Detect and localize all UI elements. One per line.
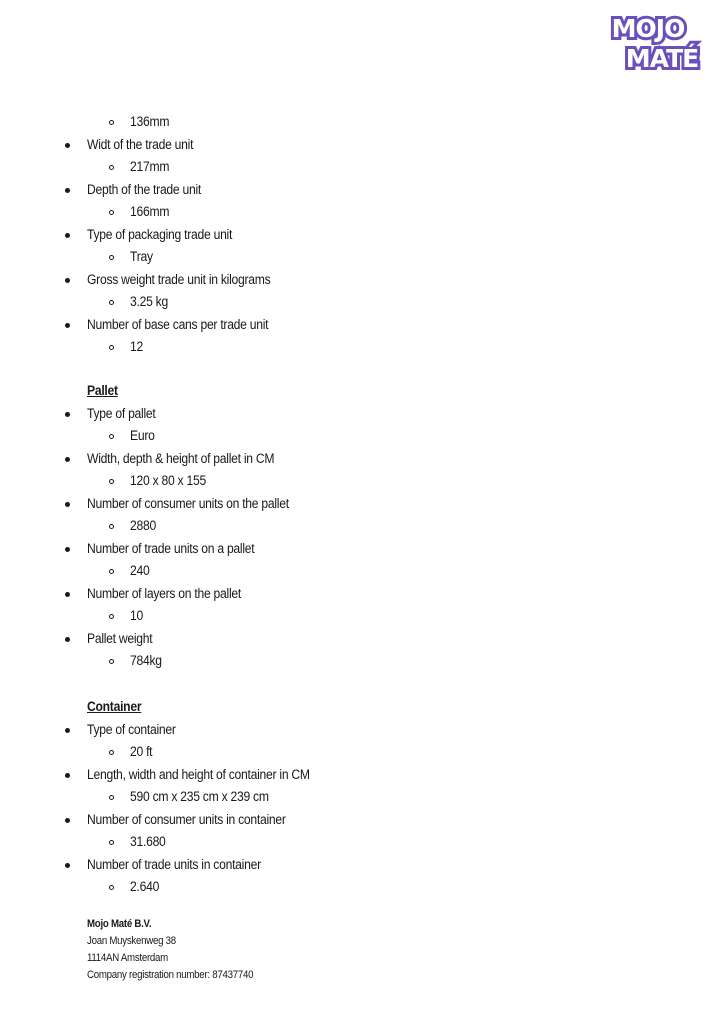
list-item-label: Width, depth & height of pallet in CM — [87, 450, 275, 466]
list-item-value: Euro — [130, 428, 155, 443]
list-item-label: Number of consumer units in container — [87, 811, 286, 827]
list-item-label: Number of base cans per trade unit — [87, 316, 269, 332]
sub-bullet-icon — [109, 885, 114, 890]
list-item-label: Depth of the trade unit — [87, 181, 202, 197]
list-item-value: 590 cm x 235 cm x 239 cm — [130, 789, 269, 804]
list-item-label: Type of packaging trade unit — [87, 226, 233, 242]
list-item-label: Length, width and height of container in CM — [87, 766, 310, 782]
sub-bullet-icon — [109, 524, 114, 529]
bullet-icon — [65, 773, 70, 778]
sub-bullet-icon — [109, 434, 114, 439]
list-item-label: Number of layers on the pallet — [87, 585, 241, 601]
sub-bullet-icon — [109, 165, 114, 170]
footer-company-name: Mojo Maté B.V. — [87, 918, 152, 930]
logo-line2: MATÉ — [625, 44, 699, 73]
list-item-value: 20 ft — [130, 744, 153, 759]
sub-bullet-icon — [109, 300, 114, 305]
bullet-icon — [65, 502, 70, 507]
bullet-icon — [65, 188, 70, 193]
list-item-value: 217mm — [130, 159, 170, 174]
sub-bullet-icon — [109, 840, 114, 845]
sub-bullet-icon — [109, 750, 114, 755]
list-item-label: Number of trade units in container — [87, 856, 261, 872]
list-item-value: 2.640 — [130, 879, 160, 894]
bullet-icon — [65, 547, 70, 552]
list-item-label: Type of pallet — [87, 405, 156, 421]
footer-registration: Company registration number: 87437740 — [87, 969, 254, 981]
logo-line1: MOJO — [611, 14, 685, 43]
section-heading-container: Container — [87, 699, 142, 714]
list-item-value: Tray — [130, 249, 153, 264]
list-item-label: Number of consumer units on the pallet — [87, 495, 289, 511]
bullet-icon — [65, 457, 70, 462]
list-item-label: Type of container — [87, 721, 176, 737]
list-item-value: 136mm — [130, 114, 170, 129]
bullet-icon — [65, 592, 70, 597]
section-heading-pallet: Pallet — [87, 383, 118, 398]
bullet-icon — [65, 323, 70, 328]
list-item-value: 10 — [130, 608, 143, 623]
sub-bullet-icon — [109, 614, 114, 619]
list-item-value: 31.680 — [130, 834, 166, 849]
list-item-value: 240 — [130, 563, 150, 578]
bullet-icon — [65, 637, 70, 642]
bullet-icon — [65, 412, 70, 417]
list-item-label: Widt of the trade unit — [87, 136, 194, 152]
list-item-value: 12 — [130, 339, 143, 354]
list-item-value: 784kg — [130, 653, 162, 668]
bullet-icon — [65, 233, 70, 238]
bullet-icon — [65, 143, 70, 148]
list-item-value: 120 x 80 x 155 — [130, 473, 206, 488]
sub-bullet-icon — [109, 345, 114, 350]
sub-bullet-icon — [109, 569, 114, 574]
sub-bullet-icon — [109, 210, 114, 215]
sub-bullet-icon — [109, 659, 114, 664]
sub-bullet-icon — [109, 120, 114, 125]
list-item-label: Number of trade units on a pallet — [87, 540, 255, 556]
bullet-icon — [65, 728, 70, 733]
sub-bullet-icon — [109, 795, 114, 800]
list-item-value: 3.25 kg — [130, 294, 168, 309]
company-footer — [87, 916, 253, 984]
list-item-value: 166mm — [130, 204, 170, 219]
bullet-icon — [65, 863, 70, 868]
list-item-value: 2880 — [130, 518, 156, 533]
list-item-label: Gross weight trade unit in kilograms — [87, 271, 271, 287]
sub-bullet-icon — [109, 255, 114, 260]
sub-bullet-icon — [109, 479, 114, 484]
footer-city: 1114AN Amsterdam — [87, 952, 168, 964]
list-item-label: Pallet weight — [87, 630, 153, 646]
footer-address: Joan Muyskenweg 38 — [87, 935, 176, 947]
bullet-icon — [65, 818, 70, 823]
bullet-icon — [65, 278, 70, 283]
